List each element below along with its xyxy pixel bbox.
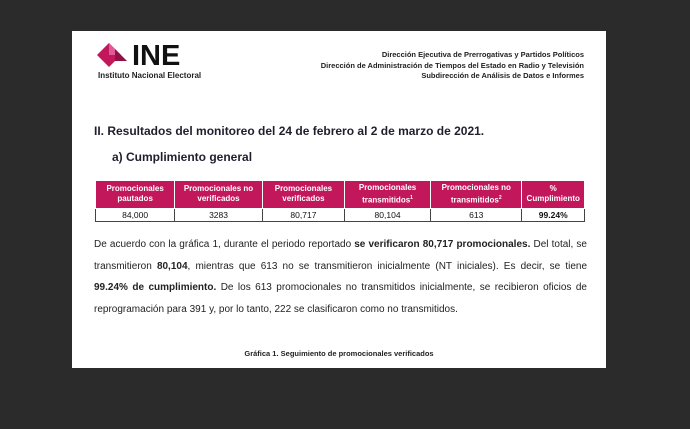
document-page — [72, 31, 606, 368]
ine-logo — [97, 40, 232, 83]
column-header: Promocionales no verificados — [175, 181, 263, 209]
subsection-title: a) Cumplimiento general — [112, 150, 253, 164]
table-header-row — [96, 181, 585, 209]
logo-subtitle: Instituto Nacional Electoral — [98, 71, 202, 80]
compliance-table — [95, 180, 585, 222]
column-header: Promocionales transmitidos$^1$ — [345, 181, 431, 209]
table-cell: 84,000 — [96, 208, 175, 221]
table-row — [96, 208, 585, 221]
figure-caption: Gráfica 1. Seguimiento de promocionales verificados — [244, 349, 434, 358]
header-line: Dirección Ejecutiva de Prerrogativas y Partidos Políticos — [381, 50, 584, 59]
table-cell: 80,104 — [345, 208, 431, 221]
table-cell: 99.24% — [522, 208, 585, 221]
results-paragraph: De acuerdo con la gráfica 1, durante el periodo reportado se verificaron 80,717 promocionales. Del total, se transmitieron 80,104, mientras que 613 no se transmitieron inicialmente (NT iniciales). Es decir, se tiene 99.24% de cumplimiento. De los 613 promocionales no transmitidos inicialmente, se recibieron oficios de reprogramación para 391 y, por lo tanto, 222 se clasificaron como no transmitidos. — [94, 239, 588, 315]
column-header: Promocionales verificados — [262, 181, 344, 209]
column-header: Promocionales no transmitidos$^2$ — [431, 181, 522, 209]
header-line: Dirección de Administración de Tiempos del Estado en Radio y Televisión — [320, 60, 584, 70]
header-line: Subdirección de Análisis de Datos e Informes — [421, 71, 584, 80]
logo-text: INE — [132, 40, 181, 72]
footnote-marker: 2 — [498, 195, 502, 201]
column-header: Promocionales pautados — [96, 181, 175, 209]
table-cell: 3283 — [175, 208, 263, 221]
ine-diamond-icon — [97, 43, 133, 67]
table-cell: 80,717 — [262, 208, 344, 221]
footnote-marker: 1 — [410, 195, 413, 201]
table-cell: 613 — [431, 208, 522, 221]
header-directorates — [321, 50, 584, 82]
section-title: II. Resultados del monitoreo del 24 de febrero al 2 de marzo de 2021. — [94, 124, 485, 138]
column-header: % Cumplimiento — [522, 181, 585, 209]
